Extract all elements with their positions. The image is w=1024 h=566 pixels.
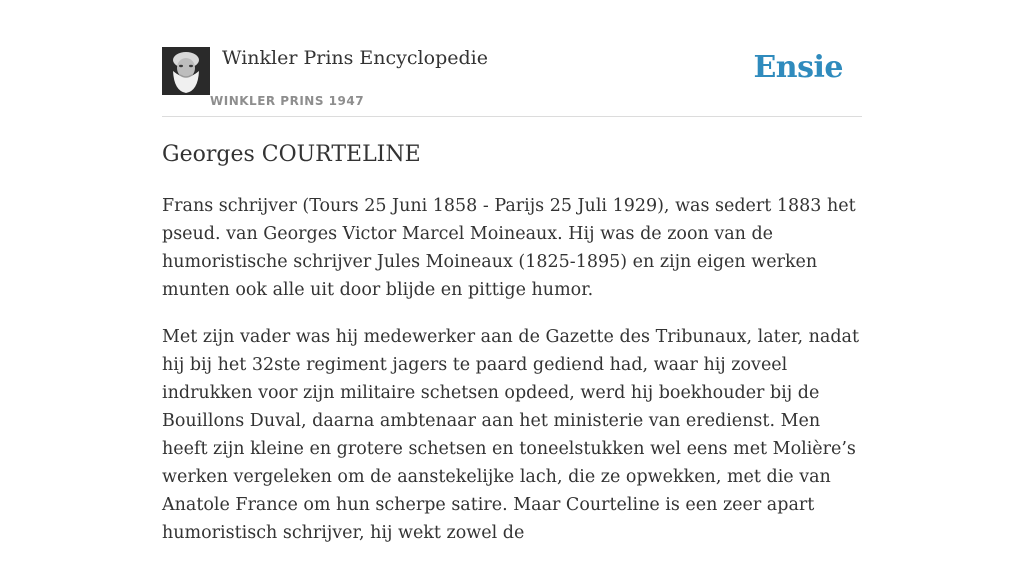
page: [162, 0, 862, 543]
article-paragraph: Met zijn vader was hij medewerker aan de Gazette des Tribunaux, later, nadat hij bij het 32ste regiment jagers te paard gediend had, waar hij zoveel indrukken voor zijn militaire schetsen opdeed, werd hij boekhouder bij de Bouillons Duval, daarna ambtenaar aan het ministerie van eredienst. Men heeft zijn kleine en grotere schetsen en toneelstukken wel eens met Molière’s werken vergeleken om de aanstekelijke lach, die ze opwekken, met die van Anatole France om hun scherpe satire. Maar Courteline is een zeer apart humoristisch schrijver, hij wekt zowel de: [162, 327, 860, 543]
site-header: [162, 0, 862, 117]
article-body: [162, 192, 862, 566]
site-title[interactable]: Winkler Prins Encyclopedie: [222, 47, 488, 69]
avatar[interactable]: [162, 47, 210, 95]
source-subtitle[interactable]: WINKLER PRINS 1947: [210, 94, 365, 108]
article-paragraph: Frans schrijver (Tours 25 Juni 1858 - Parijs 25 Juli 1929), was sedert 1883 het pseud. van Georges Victor Marcel Moineaux. Hij was de zoon van de humoristische schrijver Jules Moineaux (1825-1895) en zijn eigen werken munten ook alle uit door blijde en pittige humor.: [162, 196, 856, 300]
bearded-man-portrait-icon: [162, 47, 210, 95]
brand-logo[interactable]: Ensie: [753, 50, 843, 85]
article-title: Georges COURTELINE: [162, 142, 421, 167]
